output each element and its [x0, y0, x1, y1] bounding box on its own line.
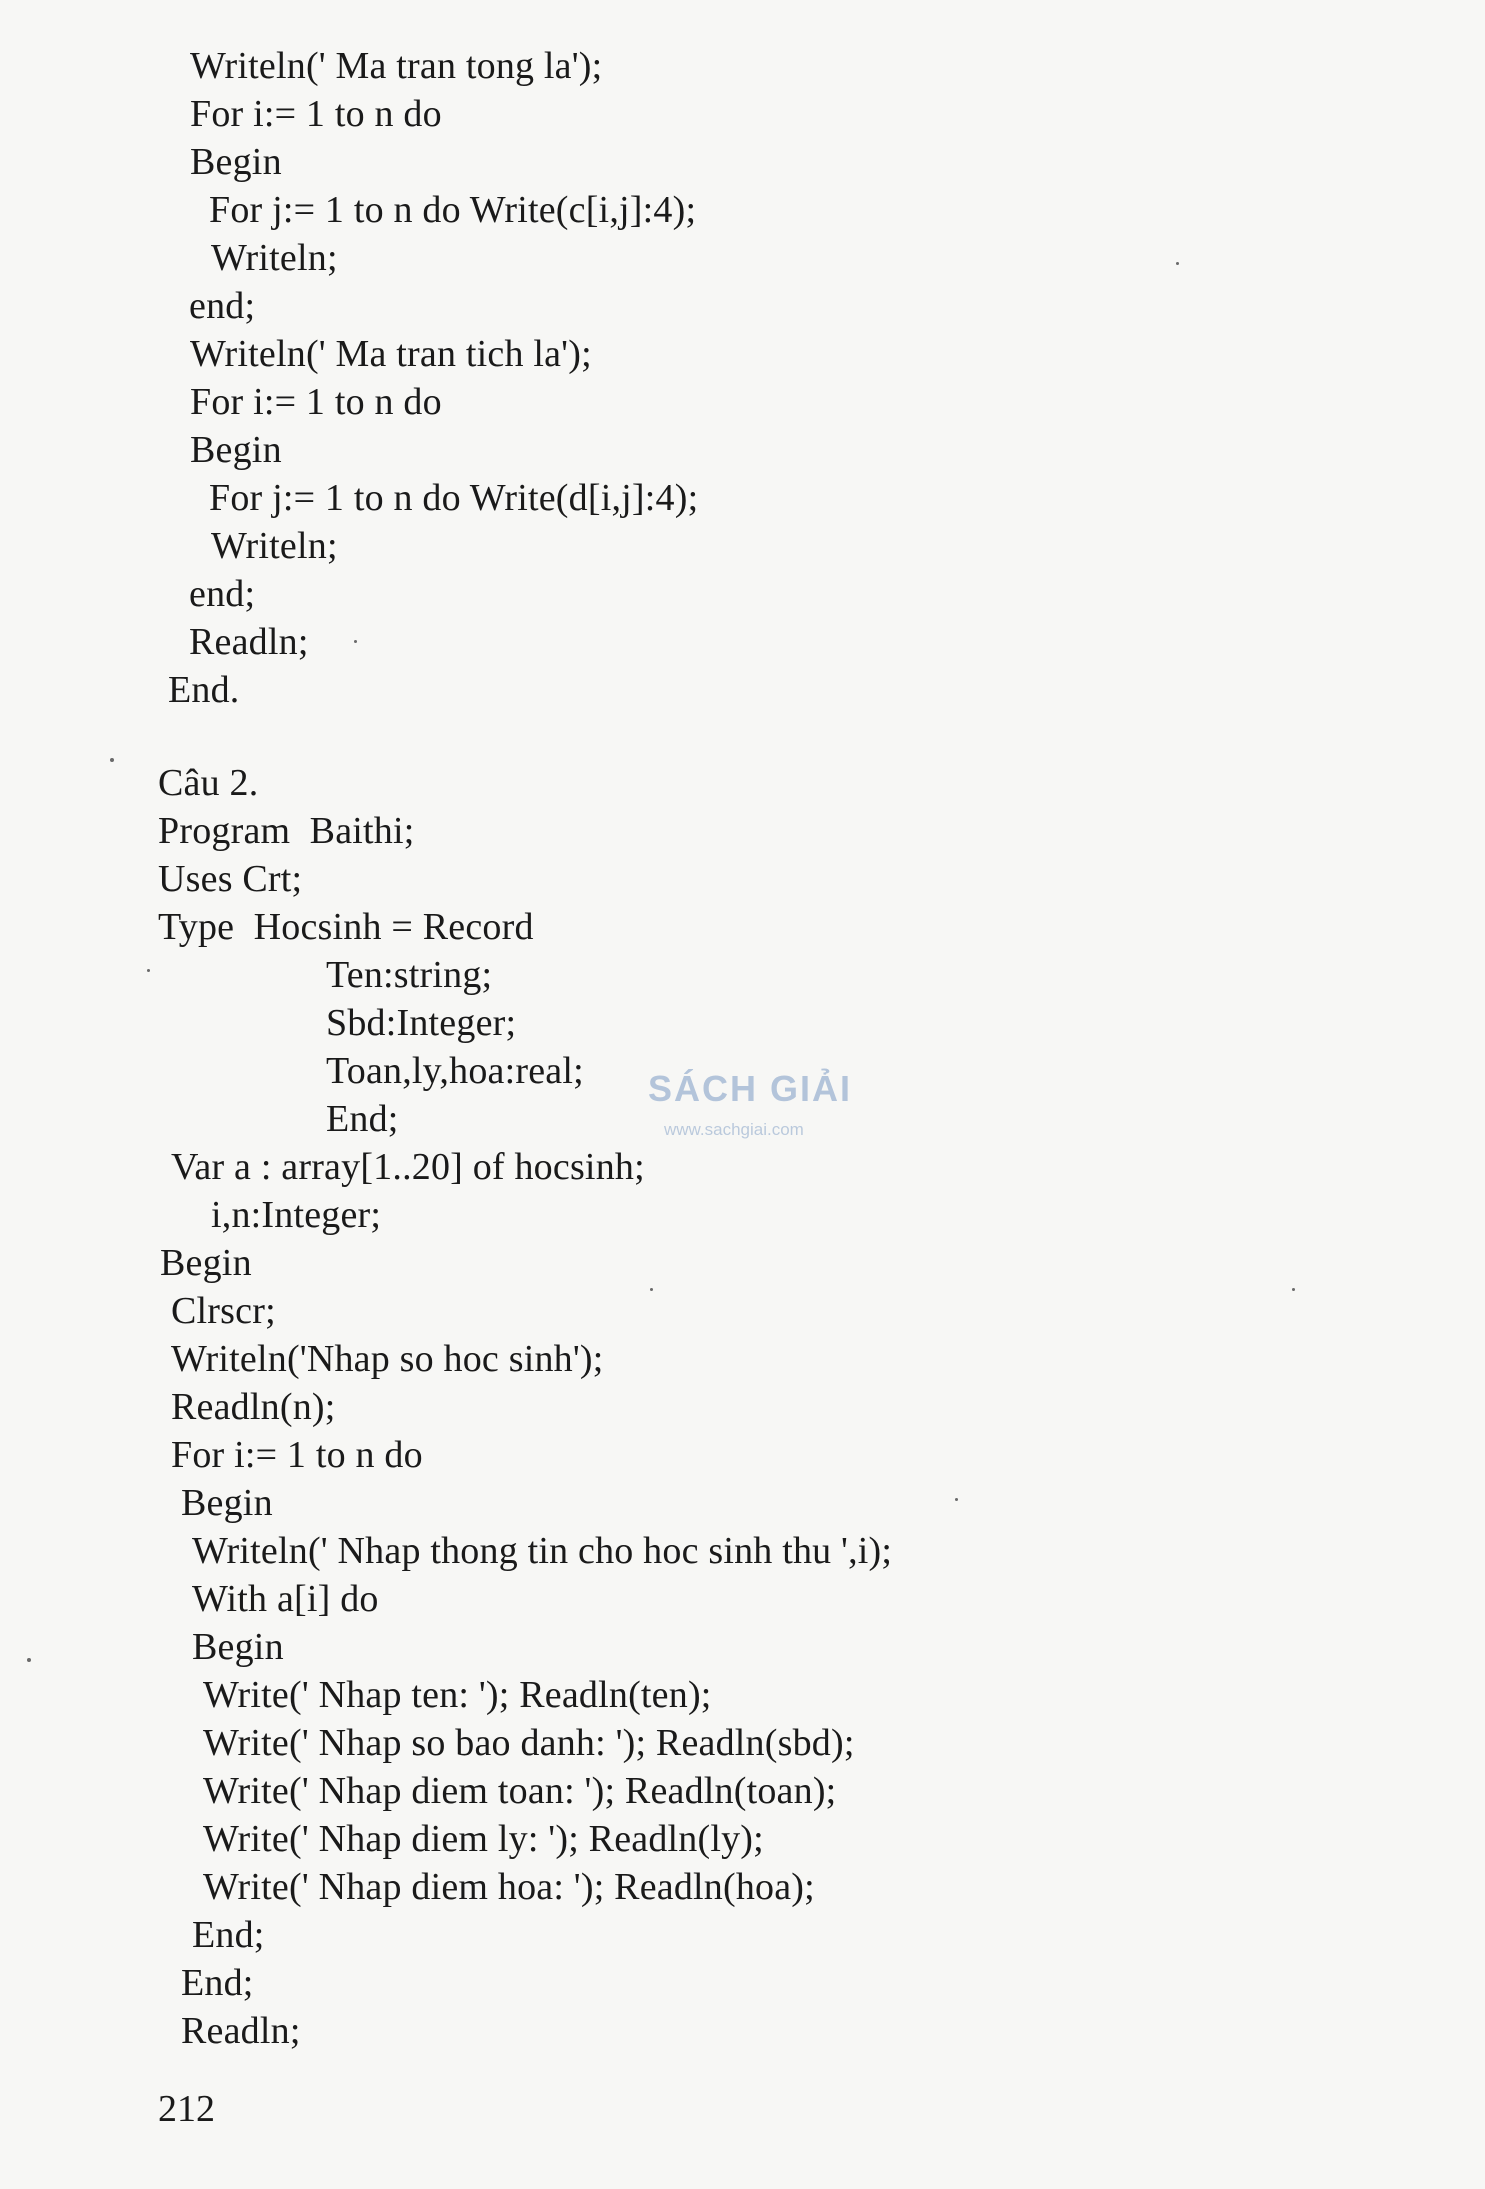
code-line: With a[i] do [192, 1578, 379, 1620]
code-line: Write(' Nhap diem hoa: '); Readln(hoa); [203, 1866, 815, 1908]
code-line: End; [192, 1914, 265, 1956]
watermark-logo [648, 1058, 858, 1148]
scan-speck [1176, 262, 1179, 265]
code-line: For i:= 1 to n do [190, 381, 442, 423]
code-line: Begin [181, 1482, 273, 1524]
code-line: i,n:Integer; [211, 1194, 382, 1236]
code-line: End; [181, 1962, 254, 2004]
watermark-brand: SÁCH GIẢI [648, 1068, 853, 1109]
code-line: Readln(n); [171, 1386, 336, 1428]
code-line: Writeln(' Ma tran tich la'); [190, 333, 592, 375]
scan-speck [955, 1498, 958, 1501]
watermark-url: www.sachgiai.com [664, 1120, 804, 1139]
code-line: Writeln; [211, 237, 338, 279]
scan-speck [27, 1658, 31, 1662]
code-line: Write(' Nhap ten: '); Readln(ten); [203, 1674, 712, 1716]
scan-speck [110, 758, 114, 762]
code-line: end; [189, 285, 256, 327]
code-line: Begin [190, 429, 282, 471]
code-line: Writeln; [211, 525, 338, 567]
code-line: Clrscr; [171, 1290, 276, 1332]
code-line: end; [189, 573, 256, 615]
section-heading: Câu 2. [158, 762, 259, 804]
code-line: Readln; [181, 2010, 301, 2052]
code-line: For i:= 1 to n do [190, 93, 442, 135]
code-line: Sbd:Integer; [326, 1002, 517, 1044]
code-line: Begin [190, 141, 282, 183]
code-line: Writeln(' Nhap thong tin cho hoc sinh thu ',i); [192, 1530, 893, 1572]
code-line: For i:= 1 to n do [171, 1434, 423, 1476]
code-line: Begin [192, 1626, 284, 1668]
scan-speck [1292, 1288, 1295, 1291]
code-line: Write(' Nhap so bao danh: '); Readln(sbd); [203, 1722, 855, 1764]
code-line: End; [326, 1098, 399, 1140]
code-line: Write(' Nhap diem ly: '); Readln(ly); [203, 1818, 764, 1860]
code-line: Writeln(' Ma tran tong la'); [190, 45, 603, 87]
scan-speck [354, 640, 357, 643]
page-number: 212 [158, 2088, 215, 2130]
code-line: End. [168, 669, 240, 711]
code-line: Uses Crt; [158, 858, 303, 900]
code-line: Readln; [189, 621, 309, 663]
code-line: Var a : array[1..20] of hocsinh; [171, 1146, 645, 1188]
code-line: For j:= 1 to n do Write(c[i,j]:4); [209, 189, 697, 231]
code-line: Program Baithi; [158, 810, 415, 852]
scan-speck [147, 969, 150, 972]
code-line: Type Hocsinh = Record [158, 906, 534, 948]
code-line: Toan,ly,hoa:real; [326, 1050, 584, 1092]
code-line: Begin [160, 1242, 252, 1284]
code-line: Ten:string; [326, 954, 493, 996]
scan-speck [650, 1288, 653, 1291]
code-line: For j:= 1 to n do Write(d[i,j]:4); [209, 477, 699, 519]
code-line: Writeln('Nhap so hoc sinh'); [171, 1338, 604, 1380]
code-line: Write(' Nhap diem toan: '); Readln(toan); [203, 1770, 837, 1812]
